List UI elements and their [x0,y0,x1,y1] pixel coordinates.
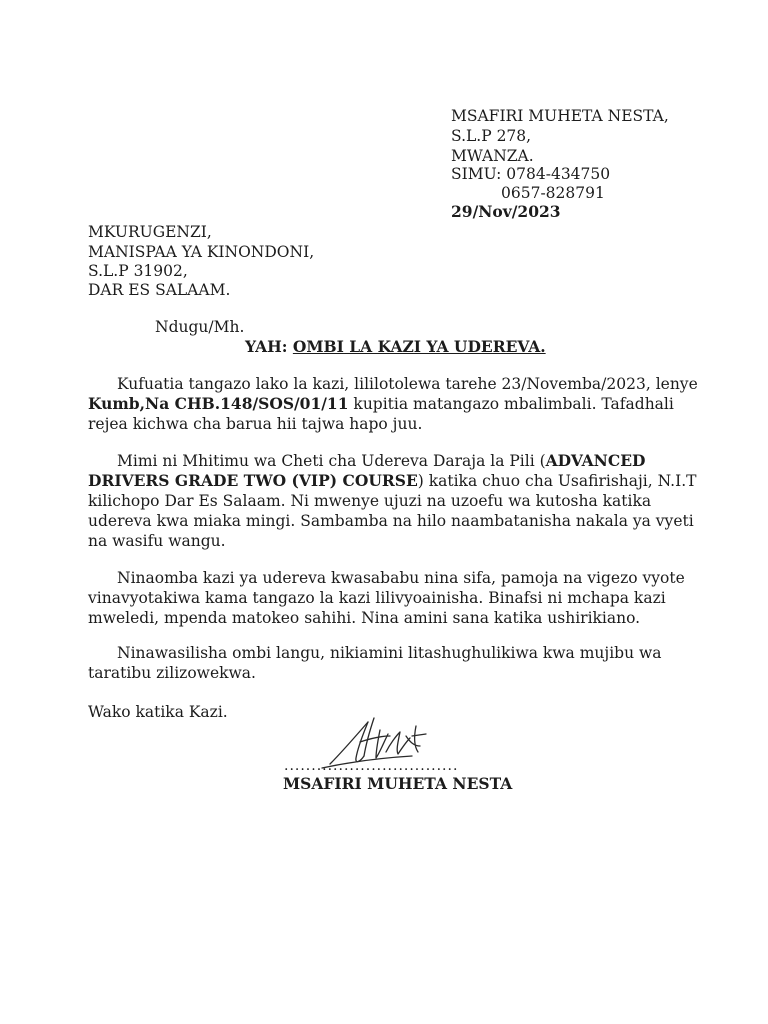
signatory-name: MSAFIRI MUHETA NESTA [283,774,513,793]
paragraph-3-line-2: vinavyotakiwa kama tangazo la kazi lilivyoainisha. Binafsi ni mchapa kazi [88,589,666,607]
paragraph-2-line-3: kilichopo Dar Es Salaam. Ni mwenye ujuzi na uzoefu wa kutosha katika [88,492,652,510]
closing: Wako katika Kazi. [88,703,228,721]
recipient-city: DAR ES SALAAM. [88,281,231,299]
paragraph-2-line-2 [88,471,697,491]
signature-dots: ................................ [284,758,459,774]
sender-city: MWANZA. [451,147,534,165]
paragraph-2-line-2-rest: ) katika chuo cha Usafirishaji, N.I.T [417,472,697,490]
salutation: Ndugu/Mh. [155,318,245,336]
sender-phone-1: SIMU: 0784-434750 [451,165,611,183]
paragraph-4 [88,643,668,683]
letter-date: 29/Nov/2023 [451,202,561,221]
paragraph-1-line-3: rejea kichwa cha barua hii tajwa hapo juu. [88,415,423,433]
recipient-title: MKURUGENZI, [88,223,212,241]
subject-prefix: YAH: [245,337,293,356]
paragraph-3-line-1: Ninaomba kazi ya udereva kwasababu nina sifa, pamoja na vigezo vyote [117,569,685,587]
paragraph-4-line-1: Ninawasilisha ombi langu, nikiamini litashughulikiwa kwa mujibu wa [117,644,662,662]
recipient-po-box: S.L.P 31902, [88,262,188,280]
paragraph-2-line-1 [88,451,668,471]
course-name-part-2: DRIVERS GRADE TWO (VIP) COURSE [88,471,418,490]
reference-number: Kumb,Na CHB.148/SOS/01/11 [88,394,349,413]
paragraph-4-line-2: taratibu zilizowekwa. [88,664,256,682]
paragraph-3-line-3: mweledi, mpenda matokeo sahihi. Nina amini sana katika ushirikiano. [88,609,641,627]
paragraph-1-line-2 [88,394,674,414]
paragraph-1 [88,374,698,434]
paragraph-3 [88,568,685,628]
sender-po-box: S.L.P 278, [451,127,532,145]
subject-text: OMBI LA KAZI YA UDEREVA. [292,337,546,356]
sender-name: MSAFIRI MUHETA NESTA, [451,107,669,125]
recipient-office: MANISPAA YA KINONDONI, [88,243,315,261]
paragraph-1-line-1: Kufuatia tangazo lako la kazi, lililotolewa tarehe 23/Novemba/2023, lenye [117,375,698,393]
subject-line [245,337,546,357]
paragraph-2 [88,451,697,551]
paragraph-2-line-1-plain: Mimi ni Mhitimu wa Cheti cha Udereva Daraja la Pili ( [117,452,546,470]
sender-phone-2: 0657-828791 [501,184,605,202]
paragraph-2-line-5: na wasifu wangu. [88,532,226,550]
course-name-part-1: ADVANCED [545,451,646,470]
paragraph-1-line-2-rest: kupitia matangazo mbalimbali. Tafadhali [348,395,674,413]
paragraph-2-line-4: udereva kwa miaka mingi. Sambamba na hilo naambatanisha nakala ya vyeti [88,512,694,530]
